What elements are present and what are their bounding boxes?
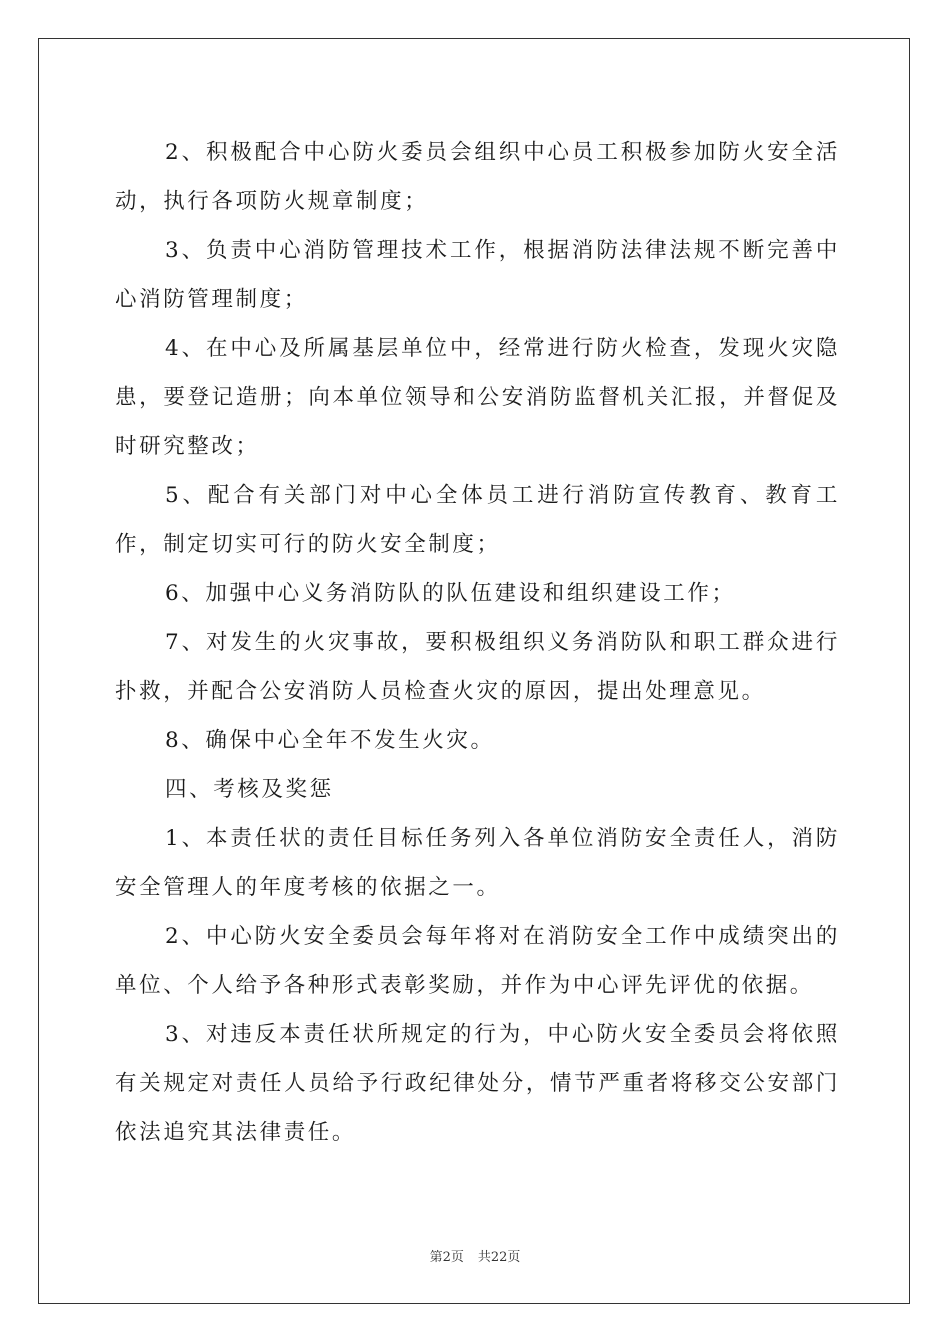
paragraph-item-5: 5、配合有关部门对中心全体员工进行消防宣传教育、教育工作，制定切实可行的防火安全制度； — [115, 483, 840, 557]
paragraph-assessment-2: 2、中心防火安全委员会每年将对在消防安全工作中成绩突出的单位、个人给予各种形式表彰奖励，并作为中心评先评优的依据。 — [115, 924, 840, 998]
page-number: 第2页 — [429, 1250, 464, 1265]
document-body — [115, 128, 840, 1157]
paragraph-item-3: 3、负责中心消防管理技术工作，根据消防法律法规不断完善中心消防管理制度； — [115, 238, 840, 312]
page-footer — [0, 1246, 950, 1265]
paragraph-assessment-3: 3、对违反本责任状所规定的行为，中心防火安全委员会将依照有关规定对责任人员给予行政纪律处分，情节严重者将移交公安部门依法追究其法律责任。 — [115, 1022, 840, 1145]
paragraph-item-2: 2、积极配合中心防火委员会组织中心员工积极参加防火安全活动，执行各项防火规章制度； — [115, 140, 840, 214]
page-total: 共22页 — [477, 1250, 521, 1265]
paragraph-item-6: 6、加强中心义务消防队的队伍建设和组织建设工作； — [165, 581, 736, 606]
paragraph-item-7: 7、对发生的火灾事故，要积极组织义务消防队和职工群众进行扑救，并配合公安消防人员检查火灾的原因，提出处理意见。 — [115, 630, 840, 704]
section-heading-assessment: 四、考核及奖惩 — [165, 777, 334, 802]
paragraph-item-4: 4、在中心及所属基层单位中，经常进行防火检查，发现火灾隐患，要登记造册；向本单位领导和公安消防监督机关汇报，并督促及时研究整改； — [115, 336, 840, 459]
paragraph-assessment-1: 1、本责任状的责任目标任务列入各单位消防安全责任人，消防安全管理人的年度考核的依据之一。 — [115, 826, 840, 900]
paragraph-item-8: 8、确保中心全年不发生火灾。 — [165, 728, 495, 753]
